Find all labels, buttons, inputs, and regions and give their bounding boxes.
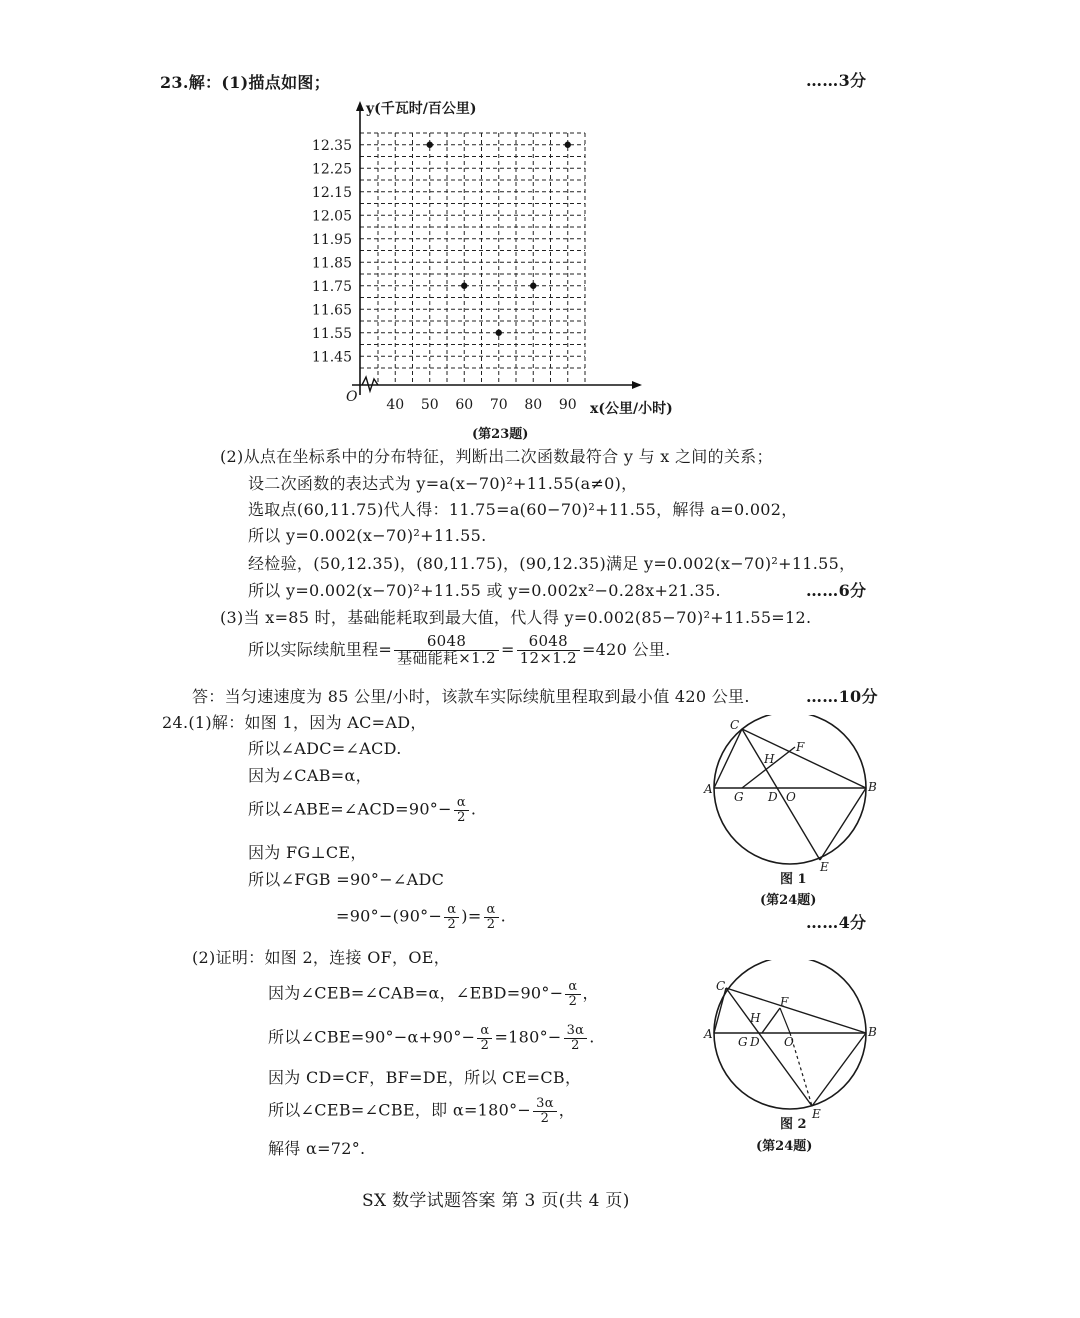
range-fraction-1	[394, 634, 499, 667]
fig2-label-e: E	[812, 1107, 821, 1121]
fig2-label: 图 2	[780, 1117, 807, 1132]
data-point	[496, 330, 502, 336]
q24-line-4	[248, 796, 476, 824]
p2d-pre: 所以∠CEB=∠CBE，即 α=180°−	[268, 1100, 532, 1120]
q23-chart-caption: (第23题)	[472, 427, 529, 442]
data-point	[427, 142, 433, 148]
fig1-label-a: A	[704, 782, 713, 796]
q23-part3: (3)当 x=85 时，基础能耗取到最大值，代人得 y=0.002(85−70)²+11.55=12.	[220, 608, 812, 627]
range-prefix: 所以实际续航里程=	[248, 639, 393, 659]
fig1-label-g: G	[734, 790, 744, 804]
q24-line-7	[336, 903, 506, 931]
x-tick-label: 80	[524, 397, 543, 413]
range-f1-den: 基础能耗×1.2	[397, 648, 496, 667]
range-f1-num: 6048	[394, 634, 499, 651]
fig1-label: 图 1	[780, 872, 807, 887]
l7-fraction-1	[444, 903, 459, 931]
l4-pre: 所以∠ABE=∠ACD=90°−	[248, 799, 452, 819]
fig1-label-b: B	[868, 780, 877, 794]
p2d-fraction	[533, 1097, 557, 1125]
chart-origin-label: O	[346, 389, 358, 405]
y-tick-label: 11.75	[311, 278, 352, 295]
q23-part2-line-5: 经检验，(50,12.35)，(80,11.75)，(90,12.35)满足 y=0.002(x−70)²+11.55，	[248, 554, 856, 573]
l7-den2: 2	[486, 916, 496, 932]
fig1-label-h: H	[764, 752, 775, 766]
q23-part2-line-3: 选取点(60,11.75)代人得：11.75=a(60−70)²+11.55，解得 a=0.002，	[248, 500, 798, 519]
x-axis-arrow	[632, 381, 642, 389]
fig1-label-f: F	[796, 740, 805, 754]
q24-score: ……4分	[806, 913, 867, 932]
q24-line-6: 所以∠FGB =90°−∠ADC	[248, 870, 445, 889]
q23-answer: 答：当匀速速度为 85 公里/小时，该款车实际续航里程取到最小值 420 公里.	[192, 687, 750, 706]
fig2-label-d: D	[750, 1035, 760, 1049]
x-tick-label: 90	[558, 397, 577, 413]
p2b-den2: 2	[571, 1037, 580, 1053]
q23-score-3: ……10分	[806, 687, 878, 706]
q24-line-3: 因为∠CAB=α，	[248, 766, 372, 785]
y-axis-arrow	[356, 101, 364, 111]
q24-part2-line-6: 解得 α=72°.	[268, 1139, 366, 1158]
chart-grid	[360, 133, 585, 385]
fig2-label-h: H	[750, 1011, 761, 1025]
q23-score-1: ……3分	[806, 71, 867, 90]
chart-y-label: y(千瓦时/百公里)	[366, 101, 477, 117]
fig2-label-f: F	[780, 995, 789, 1009]
q24-part2-line-3	[268, 1024, 595, 1052]
l7-mid: )=	[461, 906, 482, 926]
fig2-label-g: G	[738, 1035, 748, 1049]
p2a-pre: 因为∠CEB=∠CAB=α，∠EBD=90°−	[268, 983, 564, 1003]
q23-part2-line-6: 所以 y=0.002(x−70)²+11.55 或 y=0.002x²−0.28x+21.35.	[248, 581, 721, 600]
fig2-label-c: C	[716, 979, 726, 993]
y-tick-label: 11.85	[311, 255, 352, 272]
q24-part2-line-5	[268, 1097, 575, 1125]
figure-2-circle-diagram	[700, 960, 890, 1160]
y-tick-label: 12.25	[311, 161, 352, 178]
p2b-mid: =180°−	[494, 1027, 562, 1047]
fig1-label-c: C	[730, 718, 740, 732]
data-point	[530, 283, 536, 289]
p2b-fraction-2	[564, 1024, 588, 1052]
y-tick-label: 11.65	[311, 302, 352, 319]
p2d-post: ，	[558, 1100, 576, 1120]
range-eq: =	[500, 639, 515, 659]
fig1-label-o: O	[786, 790, 796, 804]
q23-part2-line-2: 设二次函数的表达式为 y=a(x−70)²+11.55(a≠0)，	[248, 474, 638, 493]
l4-post: .	[470, 799, 477, 819]
range-fraction-2	[517, 634, 580, 667]
y-tick-label: 12.35	[311, 137, 352, 154]
x-tick-label: 50	[420, 397, 439, 413]
q23-part2-line-4: 所以 y=0.002(x−70)²+11.55.	[248, 526, 487, 545]
p2a-post: ，	[582, 983, 599, 1003]
q23-score-2: ……6分	[806, 581, 867, 600]
l4-num: α	[454, 796, 469, 811]
y-tick-label: 11.95	[311, 231, 352, 248]
q23-part2-line-1: (2)从点在坐标系中的分布特征，判断出二次函数最符合 y 与 x 之间的关系；	[220, 447, 773, 466]
fig1-label-d: D	[768, 790, 778, 804]
q24-line-5: 因为 FG⊥CE，	[248, 843, 367, 862]
fig2-label-a: A	[704, 1027, 713, 1041]
scatter-chart	[300, 95, 720, 425]
data-point	[565, 142, 571, 148]
y-tick-label: 12.05	[311, 208, 352, 225]
p2a-fraction	[565, 980, 580, 1008]
p2d-den: 2	[540, 1110, 550, 1126]
chart-x-label: x(公里/小时)	[590, 401, 673, 417]
chart-x-ticks	[386, 397, 576, 413]
q24-part2-line-2	[268, 980, 599, 1008]
fig2-label-b: B	[868, 1025, 877, 1039]
p2b-post: .	[589, 1027, 595, 1047]
p2b-num: α	[477, 1024, 492, 1039]
fig2-caption: (第24题)	[756, 1139, 813, 1154]
figure-1-circle-diagram	[700, 715, 890, 915]
l4-den: 2	[457, 809, 466, 825]
range-f2-den: 12×1.2	[519, 648, 577, 667]
range-f2-num: 6048	[517, 634, 580, 651]
x-tick-label: 40	[386, 397, 405, 413]
x-tick-label: 70	[489, 397, 508, 413]
q23-header: 23.解：(1)描点如图；	[160, 73, 331, 92]
data-point	[461, 283, 467, 289]
l7-pre: =90°−(90°−	[336, 906, 443, 926]
p2d-num: 3α	[533, 1097, 557, 1112]
fig2-label-o: O	[784, 1035, 794, 1049]
y-tick-label: 11.55	[311, 325, 352, 342]
p2b-fraction-1	[477, 1024, 492, 1052]
p2b-num2: 3α	[564, 1024, 588, 1039]
range-suffix: =420 公里.	[581, 639, 671, 659]
l7-post: .	[500, 906, 507, 926]
q24-line-1: 24.(1)解：如图 1，因为 AC=AD，	[162, 713, 427, 732]
q24-part2-line-4: 因为 CD=CF，BF=DE，所以 CE=CB，	[268, 1068, 582, 1087]
x-tick-label: 60	[455, 397, 474, 413]
fig1-label-e: E	[820, 860, 829, 874]
q24-part2-line-1: (2)证明：如图 2，连接 OF，OE，	[192, 948, 451, 967]
p2a-num: α	[565, 980, 580, 995]
q24-line-2: 所以∠ADC=∠ACD.	[248, 739, 402, 758]
p2b-pre: 所以∠CBE=90°−α+90°−	[268, 1027, 476, 1047]
l7-fraction-2	[484, 903, 499, 931]
l7-num2: α	[484, 903, 499, 918]
axis-break	[362, 377, 378, 391]
chart-y-ticks	[312, 138, 352, 366]
q23-part3-range-line	[248, 634, 671, 667]
y-tick-label: 11.45	[311, 349, 352, 366]
l4-fraction	[454, 796, 469, 824]
page-footer: SX 数学试题答案 第 3 页(共 4 页)	[362, 1191, 630, 1211]
p2b-den: 2	[480, 1037, 490, 1053]
fig1-caption: (第24题)	[760, 893, 817, 908]
y-tick-label: 12.15	[311, 184, 352, 201]
l7-num: α	[444, 903, 459, 918]
p2a-den: 2	[568, 993, 578, 1009]
l7-den: 2	[447, 916, 457, 932]
